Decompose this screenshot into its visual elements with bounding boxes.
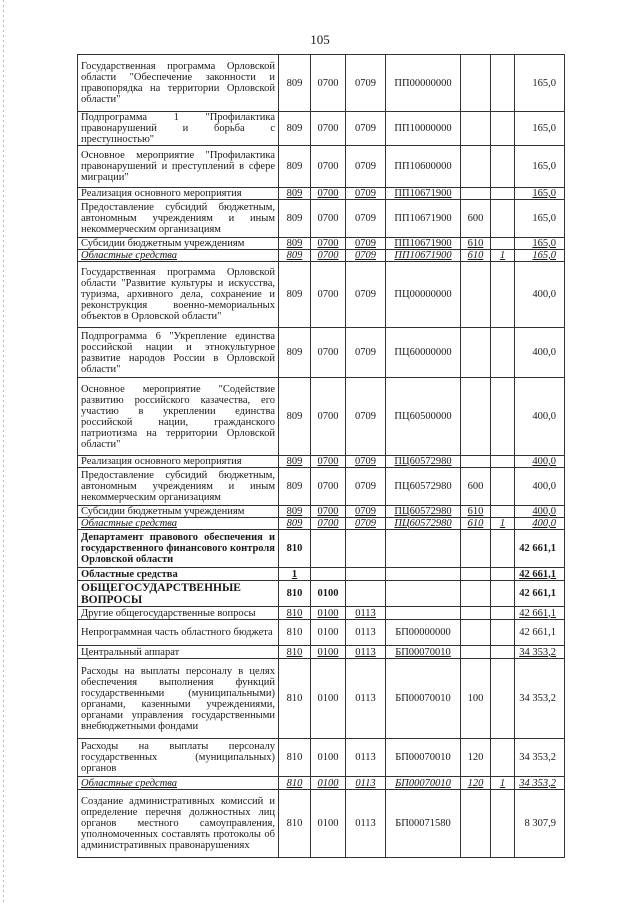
col-grbs: 809 — [279, 456, 311, 468]
table-row — [78, 607, 565, 620]
col-subsection: 0709 — [346, 506, 386, 518]
col-funding-source — [491, 188, 515, 200]
col-expense-type — [461, 581, 491, 607]
col-grbs: 809 — [279, 378, 311, 456]
table-row — [78, 739, 565, 777]
row-name: Другие общегосударственные вопросы — [78, 607, 279, 620]
col-subsection: 0113 — [346, 739, 386, 777]
col-target-article: БП00000000 — [386, 620, 461, 646]
table-row — [78, 262, 565, 328]
col-amount: 42 661,1 — [515, 620, 565, 646]
col-grbs: 809 — [279, 238, 311, 250]
col-amount: 34 353,2 — [515, 646, 565, 659]
table-row — [78, 777, 565, 790]
col-section: 0700 — [311, 112, 346, 146]
table-row — [78, 790, 565, 858]
col-subsection: 0113 — [346, 620, 386, 646]
row-name: Основное мероприятие "Содействие развитию российского казачества, его участию в укреплении единства российской нации, гражданского патриотизма на территории Орловской области" — [78, 378, 279, 456]
col-grbs: 809 — [279, 200, 311, 238]
col-expense-type — [461, 790, 491, 858]
col-subsection: 0709 — [346, 468, 386, 506]
col-amount: 34 353,2 — [515, 659, 565, 739]
col-expense-type: 610 — [461, 250, 491, 262]
col-target-article — [386, 530, 461, 568]
col-funding-source — [491, 468, 515, 506]
col-expense-type: 120 — [461, 739, 491, 777]
table-row — [78, 112, 565, 146]
col-section: 0100 — [311, 646, 346, 659]
col-target-article: ПП10671900 — [386, 250, 461, 262]
col-expense-type — [461, 568, 491, 581]
col-amount: 42 661,1 — [515, 530, 565, 568]
col-expense-type — [461, 530, 491, 568]
col-expense-type: 600 — [461, 200, 491, 238]
table-row — [78, 568, 565, 581]
table-row — [78, 55, 565, 112]
row-name: Государственная программа Орловской области "Развитие культуры и искусства, туризма, архивного дела, сохранение и реконструкция военно-мемориальных объектов в Орловской области" — [78, 262, 279, 328]
table-row — [78, 581, 565, 607]
col-funding-source — [491, 659, 515, 739]
col-expense-type — [461, 378, 491, 456]
col-funding-source — [491, 607, 515, 620]
row-name: Основное мероприятие "Профилактика правонарушений и преступлений в сфере миграции" — [78, 146, 279, 188]
col-grbs: 810 — [279, 790, 311, 858]
col-grbs: 810 — [279, 607, 311, 620]
row-name: Субсидии бюджетным учреждениям — [78, 506, 279, 518]
page-number: 105 — [310, 32, 330, 47]
row-name: ОБЩЕГОСУДАРСТВЕННЫЕ ВОПРОСЫ — [78, 581, 279, 607]
col-funding-source — [491, 262, 515, 328]
col-section: 0100 — [311, 659, 346, 739]
col-amount: 42 661,1 — [515, 568, 565, 581]
col-amount: 165,0 — [515, 250, 565, 262]
row-name: Областные средства — [78, 250, 279, 262]
col-funding-source: 1 — [491, 250, 515, 262]
col-amount: 165,0 — [515, 112, 565, 146]
table-row — [78, 659, 565, 739]
col-amount: 400,0 — [515, 262, 565, 328]
col-grbs: 810 — [279, 646, 311, 659]
col-amount: 165,0 — [515, 238, 565, 250]
col-expense-type: 100 — [461, 659, 491, 739]
col-target-article: ПЦ60572980 — [386, 506, 461, 518]
table-row — [78, 200, 565, 238]
col-amount: 400,0 — [515, 378, 565, 456]
col-target-article: ПП10671900 — [386, 188, 461, 200]
col-funding-source — [491, 112, 515, 146]
col-subsection: 0709 — [346, 250, 386, 262]
col-subsection: 0709 — [346, 518, 386, 530]
table-row — [78, 646, 565, 659]
col-funding-source — [491, 646, 515, 659]
col-target-article — [386, 568, 461, 581]
col-target-article: ПП10671900 — [386, 200, 461, 238]
col-amount: 400,0 — [515, 518, 565, 530]
row-name: Подпрограмма 1 "Профилактика правонарушений и борьба с преступностью" — [78, 112, 279, 146]
col-grbs: 809 — [279, 188, 311, 200]
col-section: 0700 — [311, 468, 346, 506]
table-row — [78, 188, 565, 200]
col-grbs: 809 — [279, 112, 311, 146]
col-amount: 42 661,1 — [515, 607, 565, 620]
row-name: Субсидии бюджетным учреждениям — [78, 238, 279, 250]
col-subsection: 0113 — [346, 646, 386, 659]
col-amount: 400,0 — [515, 468, 565, 506]
col-amount: 165,0 — [515, 55, 565, 112]
col-funding-source — [491, 146, 515, 188]
table-row — [78, 238, 565, 250]
col-grbs: 809 — [279, 518, 311, 530]
col-target-article: ПЦ60500000 — [386, 378, 461, 456]
table-row — [78, 468, 565, 506]
col-expense-type — [461, 620, 491, 646]
col-amount: 165,0 — [515, 188, 565, 200]
col-section: 0700 — [311, 250, 346, 262]
col-target-article: ПП10671900 — [386, 238, 461, 250]
col-grbs: 809 — [279, 468, 311, 506]
col-subsection: 0113 — [346, 659, 386, 739]
col-expense-type: 120 — [461, 777, 491, 790]
col-funding-source — [491, 378, 515, 456]
col-target-article — [386, 607, 461, 620]
col-grbs: 810 — [279, 659, 311, 739]
col-grbs: 810 — [279, 530, 311, 568]
col-grbs: 809 — [279, 506, 311, 518]
col-target-article: ПП10600000 — [386, 146, 461, 188]
table-row — [78, 518, 565, 530]
col-subsection: 0709 — [346, 55, 386, 112]
col-subsection: 0709 — [346, 200, 386, 238]
col-expense-type — [461, 328, 491, 378]
col-subsection: 0709 — [346, 146, 386, 188]
row-name: Подпрограмма 6 "Укрепление единства российской нации и этнокультурное развитие народов России в Орловской области" — [78, 328, 279, 378]
col-funding-source: 1 — [491, 518, 515, 530]
table-row — [78, 250, 565, 262]
col-funding-source — [491, 55, 515, 112]
row-name: Предоставление субсидий бюджетным, автономным учреждениям и иным некоммерческим организациям — [78, 468, 279, 506]
col-subsection: 0113 — [346, 607, 386, 620]
col-section: 0700 — [311, 328, 346, 378]
col-target-article: ПП00000000 — [386, 55, 461, 112]
col-target-article: ПЦ60572980 — [386, 456, 461, 468]
col-amount: 400,0 — [515, 328, 565, 378]
col-funding-source — [491, 620, 515, 646]
row-name: Областные средства — [78, 777, 279, 790]
col-target-article: ПЦ60572980 — [386, 468, 461, 506]
col-section: 0700 — [311, 456, 346, 468]
col-section: 0100 — [311, 790, 346, 858]
col-section — [311, 568, 346, 581]
col-subsection — [346, 568, 386, 581]
col-expense-type: 610 — [461, 238, 491, 250]
col-subsection: 0709 — [346, 456, 386, 468]
col-section: 0700 — [311, 238, 346, 250]
col-section — [311, 530, 346, 568]
scan-edge-line — [3, 0, 4, 905]
col-grbs: 809 — [279, 250, 311, 262]
col-subsection — [346, 581, 386, 607]
col-target-article — [386, 581, 461, 607]
col-grbs: 810 — [279, 739, 311, 777]
col-grbs: 810 — [279, 777, 311, 790]
row-name: Областные средства — [78, 518, 279, 530]
col-amount: 34 353,2 — [515, 739, 565, 777]
col-amount: 34 353,2 — [515, 777, 565, 790]
col-subsection: 0709 — [346, 238, 386, 250]
col-target-article: БП00070010 — [386, 659, 461, 739]
col-target-article: ПЦ60000000 — [386, 328, 461, 378]
col-section: 0700 — [311, 146, 346, 188]
col-expense-type — [461, 607, 491, 620]
col-target-article: БП00070010 — [386, 739, 461, 777]
table-row — [78, 328, 565, 378]
col-expense-type — [461, 262, 491, 328]
table-row — [78, 378, 565, 456]
col-target-article: ПЦ00000000 — [386, 262, 461, 328]
table-row — [78, 456, 565, 468]
col-funding-source — [491, 568, 515, 581]
col-expense-type — [461, 112, 491, 146]
table-row — [78, 620, 565, 646]
col-grbs: 810 — [279, 581, 311, 607]
col-grbs: 809 — [279, 262, 311, 328]
col-target-article: БП00070010 — [386, 646, 461, 659]
col-subsection: 0709 — [346, 378, 386, 456]
col-expense-type: 600 — [461, 468, 491, 506]
row-name: Центральный аппарат — [78, 646, 279, 659]
row-name: Предоставление субсидий бюджетным, автономным учреждениям и иным некоммерческим организациям — [78, 200, 279, 238]
row-name: Государственная программа Орловской области "Обеспечение законности и правопорядка на территории Орловской области" — [78, 55, 279, 112]
row-name: Реализация основного мероприятия — [78, 188, 279, 200]
col-amount: 165,0 — [515, 146, 565, 188]
col-funding-source — [491, 456, 515, 468]
col-section: 0100 — [311, 581, 346, 607]
col-subsection: 0709 — [346, 262, 386, 328]
col-subsection: 0113 — [346, 777, 386, 790]
budget-table — [77, 54, 565, 858]
col-funding-source — [491, 238, 515, 250]
col-section: 0700 — [311, 518, 346, 530]
row-name: Департамент правового обеспечения и государственного финансового контроля Орловской области — [78, 530, 279, 568]
col-expense-type: 610 — [461, 506, 491, 518]
col-section: 0700 — [311, 506, 346, 518]
col-funding-source — [491, 790, 515, 858]
col-expense-type: 610 — [461, 518, 491, 530]
col-grbs: 809 — [279, 328, 311, 378]
col-section: 0700 — [311, 55, 346, 112]
table-row — [78, 506, 565, 518]
row-name: Реализация основного мероприятия — [78, 456, 279, 468]
col-amount: 400,0 — [515, 456, 565, 468]
table-row — [78, 146, 565, 188]
col-expense-type — [461, 188, 491, 200]
col-amount: 42 661,1 — [515, 581, 565, 607]
col-section: 0100 — [311, 739, 346, 777]
col-funding-source — [491, 581, 515, 607]
col-amount: 8 307,9 — [515, 790, 565, 858]
col-expense-type — [461, 646, 491, 659]
col-section: 0100 — [311, 620, 346, 646]
col-subsection: 0709 — [346, 328, 386, 378]
col-grbs: 809 — [279, 55, 311, 112]
col-section: 0700 — [311, 200, 346, 238]
col-expense-type — [461, 456, 491, 468]
row-name: Областные средства — [78, 568, 279, 581]
col-funding-source — [491, 530, 515, 568]
col-funding-source — [491, 506, 515, 518]
col-target-article: БП00071580 — [386, 790, 461, 858]
col-subsection: 0113 — [346, 790, 386, 858]
col-amount: 400,0 — [515, 506, 565, 518]
col-funding-source — [491, 328, 515, 378]
table-row — [78, 530, 565, 568]
col-target-article: ПЦ60572980 — [386, 518, 461, 530]
col-amount: 165,0 — [515, 200, 565, 238]
col-target-article: БП00070010 — [386, 777, 461, 790]
col-section: 0700 — [311, 188, 346, 200]
col-section: 0100 — [311, 777, 346, 790]
col-expense-type — [461, 146, 491, 188]
col-grbs: 809 — [279, 146, 311, 188]
col-expense-type — [461, 55, 491, 112]
col-section: 0100 — [311, 607, 346, 620]
col-grbs: 810 — [279, 620, 311, 646]
col-funding-source — [491, 200, 515, 238]
col-grbs: 1 — [279, 568, 311, 581]
row-name: Расходы на выплаты персоналу государственных (муниципальных) органов — [78, 739, 279, 777]
row-name: Создание административных комиссий и определение перечня должностных лиц органов местного самоуправления, уполномоченных составлять протоколы об административных правонарушениях — [78, 790, 279, 858]
row-name: Непрограммная часть областного бюджета — [78, 620, 279, 646]
col-section: 0700 — [311, 262, 346, 328]
col-funding-source — [491, 739, 515, 777]
col-subsection — [346, 530, 386, 568]
row-name: Расходы на выплаты персоналу в целях обеспечения выполнения функций государственными (муниципальными) органами, казенными учреждениями, органами управления государственными внебюджетными фондами — [78, 659, 279, 739]
col-funding-source: 1 — [491, 777, 515, 790]
col-target-article: ПП10000000 — [386, 112, 461, 146]
col-subsection: 0709 — [346, 112, 386, 146]
col-subsection: 0709 — [346, 188, 386, 200]
col-section: 0700 — [311, 378, 346, 456]
